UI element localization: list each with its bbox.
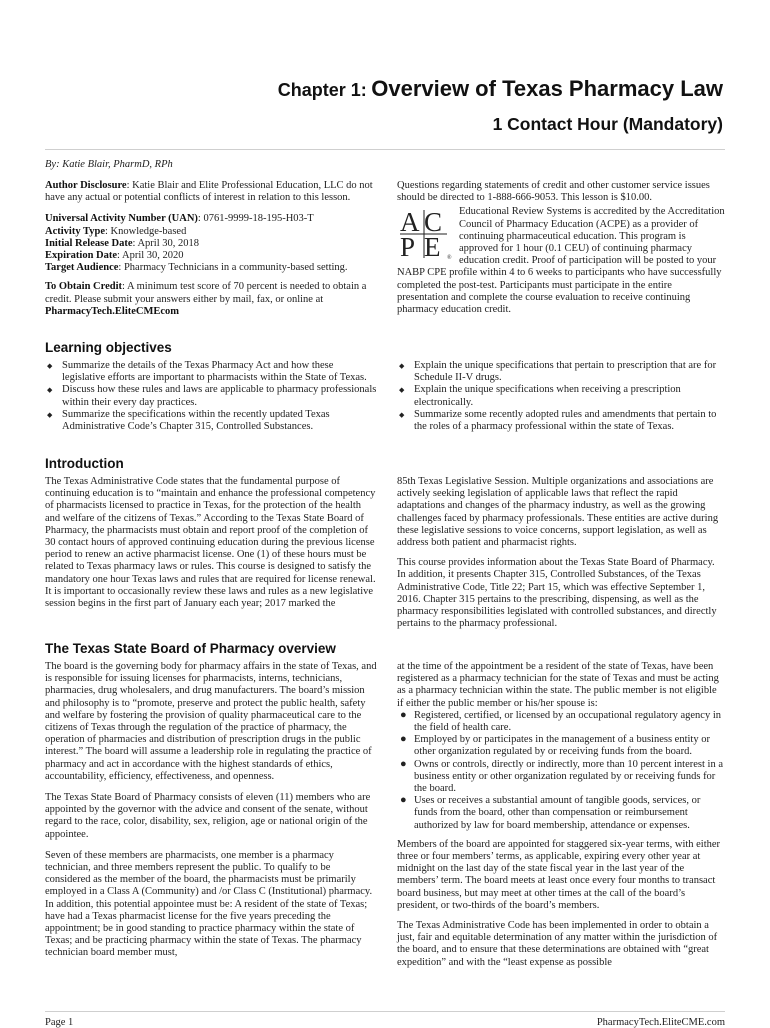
- questions-text: Questions regarding statements of credit and other customer service issues should be directed to 1-888-666-9053. This lesson is $10.00.: [397, 180, 710, 204]
- board-paragraph: at the time of the appointment be a resident of the state of Texas, have been registered as a pharmacy technician for the state of Texas and must be acting as a pharmacy technician within the state. The public member is not eligible if either the public member or his/her spouse is:: [397, 661, 719, 709]
- byline: By: Katie Blair, PharmD, RPh: [45, 159, 173, 170]
- acpe-logo: [397, 208, 453, 260]
- footer-divider: [45, 1011, 725, 1012]
- list-item: ● Employed by or participates in the management of a business entity or other organization regulated by or receiving funds from the board.: [400, 733, 710, 758]
- course-info-right: [397, 180, 725, 316]
- list-item: ◆ Discuss how these rules and laws are applicable to pharmacy professionals within their every day practices.: [47, 384, 377, 408]
- introduction-heading: Introduction: [45, 456, 124, 471]
- diamond-bullet-icon: ◆: [47, 386, 53, 395]
- footer-site-link[interactable]: PharmacyTech.EliteCME.com: [596, 1017, 725, 1028]
- svg-text:®: ®: [447, 255, 452, 261]
- introduction-left: [45, 476, 377, 616]
- list-item: ◆ Explain the unique specifications when receiving a prescription electronically.: [399, 384, 681, 408]
- svg-text:P: P: [400, 232, 416, 261]
- diamond-bullet-icon: ◆: [399, 362, 405, 370]
- target-audience-line: Target Audience: Pharmacy Technicians in a community-based setting.: [45, 262, 348, 274]
- activity-details: [45, 213, 377, 274]
- diamond-bullet-icon: ◆: [47, 410, 53, 419]
- chapter-main-title: Overview of Texas Pharmacy Law: [371, 76, 723, 101]
- introduction-right: [397, 476, 725, 636]
- diamond-bullet-icon: ◆: [47, 362, 53, 370]
- list-item: ◆ Summarize the specifications within the recently updated Texas Administrative Code’s Chapter 315, Controlled Substances.: [47, 408, 330, 433]
- intro-paragraph: 85th Texas Legislative Session. Multiple organizations and associations are actively seeking legislation of applicable laws that reflect the rapid adaptations and changes of the pharmacy industry, as well as the growing challenges faced by pharmacy professionals. These entities are active during these legislative sessions to voice concerns, support legislation, as well as address both patient and pharmacist rights.: [397, 476, 719, 549]
- accreditation-block: [397, 206, 725, 316]
- learning-objectives-left: [45, 360, 377, 433]
- list-item: ◆ Explain the unique specifications that pertain to prescription that are for Schedule II-V drugs.: [399, 360, 717, 384]
- header-divider: [45, 149, 725, 150]
- uan-line: Universal Activity Number (UAN): 0761-9999-18-195-H03-T: [45, 213, 314, 225]
- acpe-logo-icon: [397, 208, 453, 260]
- board-paragraph: The Texas Administrative Code has been implemented in order to obtain a just, fair and equitable determination of any matter within the jurisdiction of the board, and to ensure that these determinations are obtained with “great expedition” and with the “least expense as possible: [397, 920, 718, 968]
- board-paragraph: Seven of these members are pharmacists, one member is a pharmacy technician, and three members represent the public. To qualify to be considered as the member of the board, the pharmacists must be primarily employed in a Class A (Community) and /or Class C (Institutional) pharmacy. In addition, this potential appointee must be: A resident of the state of Texas; have had a Texas pharmacist license for the five years preceding the appointment; be in good standing to practice pharmacy within the state of Texas; and be practicing pharmacy within the state of Texas. The pharmacy technician board member must,: [45, 849, 373, 959]
- release-date-line: Initial Release Date: April 30, 2018: [45, 237, 199, 249]
- board-overview-right: [397, 661, 725, 975]
- credit-url-link[interactable]: PharmacyTech.EliteCMEcom: [45, 305, 180, 317]
- board-paragraph: The board is the governing body for pharmacy affairs in the state of Texas, and is responsible for issuing licenses for pharmacists, interns, technicians, pharmacies, drug wholesalers, and drug manufacturers. The board’s mission and philosophy is to “promote, preserve and protect the public health, safety and welfare by fostering the provision of quality pharmaceutical care to the citizens of Texas through the regulation of the practice of pharmacy, the operation of pharmacies and distribution of prescription drugs in the public interest.” The board will assume a leadership role in regulating the practice of pharmacy and act in accordance with the highest standards of ethics, accountability, efficiency, effectiveness, and openness.: [45, 661, 377, 782]
- list-item: ● Registered, certified, or licensed by an occupational regulatory agency in the field of health care.: [400, 708, 722, 734]
- list-item: ◆ Summarize the details of the Texas Pharmacy Act and how these legislative efforts are important to pharmacists within the State of Texas.: [47, 360, 367, 384]
- board-paragraph: Members of the board are appointed for staggered six-year terms, with either three or four members’ terms, as applicable, expiring every other year at midnight on the last day of the state fiscal year in the last year of the members’ term. The board meets at least once every four months to transact board business, but may meet at other times at the call of the board’s president, or two-thirds of the board’s members.: [397, 838, 721, 911]
- course-info-left: [45, 180, 377, 324]
- svg-text:C: C: [424, 208, 443, 238]
- intro-paragraph: This course provides information about the Texas State Board of Pharmacy. In addition, it presents Chapter 315, Controlled Substances, of the Texas Administrative Code, Title 22; Part 15, which was effective September 1, 2016. Chapter 315 pertains to the prescribing, dispensing, as well as the pharmacy responsibilities legislated with controlled substances, and directly pertains to the pharmacy professional.: [397, 557, 717, 630]
- list-item: ● Owns or controls, directly or indirectly, more than 10 percent interest in a business entity or other organization regulated by or receiving funds for the board.: [400, 757, 723, 795]
- activity-type-line: Activity Type: Knowledge-based: [45, 225, 187, 237]
- bullet-icon: ●: [400, 757, 407, 770]
- obtain-credit: To Obtain Credit: A minimum test score of 70 percent is needed to obtain a credit. Please submit your answers either by mail, fax, or online at PharmacyTech.EliteCMEcom: [45, 281, 367, 317]
- bullet-icon: ●: [400, 733, 407, 746]
- board-overview-heading: The Texas State Board of Pharmacy overview: [45, 641, 336, 656]
- svg-text:E: E: [424, 232, 441, 261]
- intro-paragraph: The Texas Administrative Code states that the fundamental purpose of continuing education is to “maintain and enhance the professional competency of pharmacists licensed to practice in Texas, for the protection of the health and welfare of the citizens of Texas.” According to the Texas State Board of Pharmacy, the pharmacists must obtain and report proof of the completion of 30 contact hours of approved continuing education during the previous license period to renew an active pharmacist license. One (1) of these hours must be related to Texas pharmacy laws or rules. This course is designed to satisfy the mandatory one hour Texas laws and rules that are required for license renewal. It is important to occasionally review these laws and rules as a new legislative session begins in the first part of January each year; 2017 marked the: [45, 476, 376, 610]
- board-paragraph: The Texas State Board of Pharmacy consists of eleven (11) members who are appointed by the governor with the advice and consent of the senate, without regard to the race, color, disability, sex, religion, age or national origin of the appointee.: [45, 792, 371, 840]
- diamond-bullet-icon: ◆: [399, 386, 405, 395]
- list-item: ◆ Summarize some recently adopted rules and amendments that pertain to the roles of a pharmacy professional within the state of Texas.: [399, 408, 717, 433]
- bullet-icon: ●: [400, 794, 407, 807]
- chapter-prefix: Chapter 1:: [277, 80, 367, 100]
- diamond-bullet-icon: ◆: [399, 410, 405, 419]
- learning-objectives-heading: Learning objectives: [45, 340, 172, 355]
- accreditation-text: Educational Review Systems is accredited by the Accreditation Council of Pharmacy Education (ACPE) as a provider of continuing pharmaceutical education. This program is approved for 1 hour (0.1 CEU) of continuing pharmacy education credit. Proof of participation will be posted to your NABP CPE profile within 4 to 6 weeks to participants who have successfully completed the post-test. Participants must participate in the entire presentation and complete the course evaluation to receive continuing pharmacy education credit.: [397, 206, 725, 316]
- page-number: Page 1: [45, 1017, 74, 1028]
- svg-text:A: A: [400, 208, 420, 238]
- chapter-title: [278, 76, 723, 102]
- expiration-date-line: Expiration Date: April 30, 2020: [45, 250, 184, 262]
- board-overview-left: [45, 661, 377, 966]
- author-disclosure: Author Disclosure: Katie Blair and Elite Professional Education, LLC do not have any actual or potential conflicts of interest in relation to this lesson.: [45, 180, 373, 204]
- contact-hours: 1 Contact Hour (Mandatory): [492, 114, 723, 134]
- learning-objectives-right: [397, 360, 725, 433]
- bullet-icon: ●: [400, 708, 407, 721]
- list-item: ● Uses or receives a substantial amount of tangible goods, services, or funds from the board, other than compensation or reimbursement authorized by law for board membership, attendance or expenses.: [400, 794, 701, 831]
